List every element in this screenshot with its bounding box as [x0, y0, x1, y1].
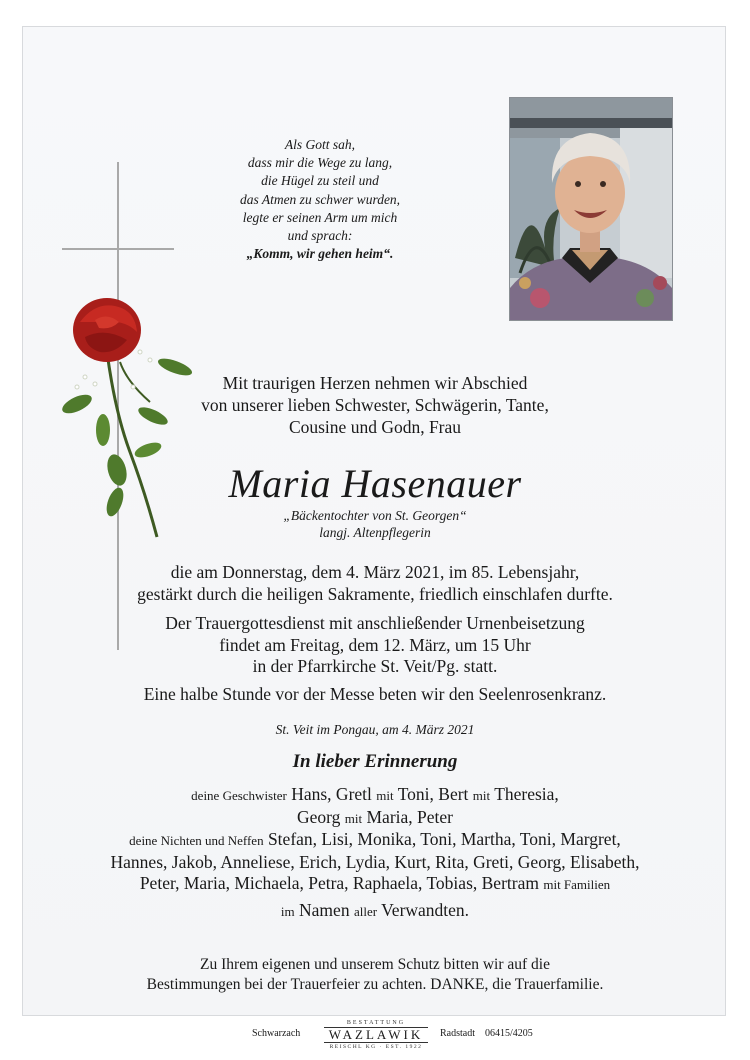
mit-word: mit: [376, 788, 394, 803]
mit-word: mit: [344, 810, 363, 826]
logo-top-text: BESTATTUNG: [346, 1020, 406, 1026]
service-line: in der Pfarrkirche St. Veit/Pg. statt.: [252, 656, 498, 676]
poem-quote: „Komm, wir gehen heim“.: [246, 246, 394, 262]
portrait-photo: [510, 98, 672, 320]
portrait-image: [510, 98, 672, 320]
siblings-names: Georg: [296, 806, 341, 827]
footer-place: Radstadt: [440, 1028, 475, 1039]
intro-line: von unserer lieben Schwester, Schwägerin, Tante,: [201, 395, 549, 415]
nieces-prefix: deine Nichten und Neffen: [129, 833, 264, 848]
siblings-prefix: deine Geschwister: [191, 788, 287, 803]
memory-heading: In lieber Erinnerung: [292, 751, 458, 772]
subtitle-line: „Bäckentochter von St. Georgen“: [283, 508, 467, 523]
place-date: St. Veit im Pongau, am 4. März 2021: [275, 722, 475, 737]
poem-line: dass mir die Wege zu lang,: [247, 155, 393, 171]
siblings-names: Theresia,: [494, 784, 559, 804]
nieces-names: Stefan, Lisi, Monika, Toni, Martha, Toni, Margret,: [267, 829, 621, 849]
relatives-line: [0, 900, 750, 923]
death-paragraph: [0, 562, 750, 605]
poem-line: und sprach:: [287, 228, 353, 244]
footer: [0, 1020, 750, 1060]
siblings-names: Hans, Gretl: [291, 784, 372, 804]
logo-bottom-text: REISCHL KG · EST. 1922: [329, 1044, 423, 1050]
siblings-names: Toni, Bert: [397, 784, 469, 804]
subtitle-line: langj. Altenpflegerin: [319, 525, 431, 540]
relatives-word: Verwandten.: [381, 900, 470, 920]
nieces-names: Peter, Maria, Michaela, Petra, Raphaela, Tobias, Bertram: [139, 873, 539, 893]
footer-location-left: Schwarzach: [252, 1028, 301, 1039]
poem-line: das Atmen zu schwer wurden,: [239, 191, 401, 207]
relatives-word: Namen: [299, 900, 350, 920]
siblings-list: [0, 784, 750, 829]
deceased-subtitle: [0, 507, 750, 541]
poem-line: Als Gott sah,: [284, 137, 356, 152]
relatives-word: aller: [353, 904, 378, 919]
footer-phone: 06415/4205: [485, 1028, 533, 1039]
intro-line: Cousine und Godn, Frau: [288, 417, 462, 437]
rosary-text: Eine halbe Stunde vor der Messe beten wir den Seelenrosenkranz.: [143, 684, 607, 704]
footer-location-right: [440, 1028, 533, 1039]
logo-main-text: WAZLAWIK: [324, 1027, 428, 1043]
service-paragraph: [0, 613, 750, 678]
notice-line: Bestimmungen bei der Trauerfeier zu achten. DANKE, die Trauerfamilie.: [146, 976, 604, 993]
service-line: findet am Freitag, dem 12. März, um 15 Uhr: [219, 634, 531, 655]
nieces-names: Hannes, Jakob, Anneliese, Erich, Lydia, Kurt, Rita, Greti, Georg, Elisabeth,: [110, 851, 640, 872]
notice-line: Zu Ihrem eigenen und unserem Schutz bitten wir auf die: [200, 956, 550, 973]
protection-notice: [0, 955, 750, 995]
funeral-home-logo: [318, 1020, 434, 1054]
siblings-names: Maria, Peter: [366, 806, 453, 827]
service-line: Der Trauergottesdienst mit anschließender Urnenbeisetzung: [165, 613, 585, 633]
poem-line: die Hügel zu steil und: [261, 173, 379, 189]
intro-text: [0, 372, 750, 438]
poem-line: legte er seinen Arm um mich: [242, 209, 398, 225]
death-line: die am Donnerstag, dem 4. März 2021, im 85. Lebensjahr,: [170, 562, 580, 582]
nieces-list: [0, 829, 750, 896]
mit-word: mit: [472, 788, 491, 803]
deceased-name: Maria Hasenauer: [228, 461, 522, 506]
nieces-suffix: mit Familien: [543, 877, 611, 892]
intro-line: Mit traurigen Herzen nehmen wir Abschied: [222, 373, 528, 393]
relatives-word: im: [280, 904, 295, 919]
cross-horizontal: [62, 248, 174, 250]
death-line: gestärkt durch die heiligen Sakramente, friedlich einschlafen durfte.: [137, 583, 613, 604]
poem: [200, 136, 440, 263]
